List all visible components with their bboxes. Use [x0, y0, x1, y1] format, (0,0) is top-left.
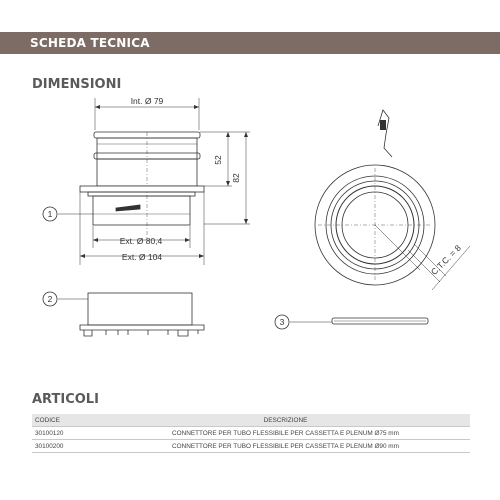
articles-title: ARTICOLI — [32, 392, 99, 407]
callout-2-label: 2 — [47, 294, 53, 304]
table-header-row — [32, 414, 470, 427]
ext-diameter-2-label: Ext. Ø 104 — [121, 252, 163, 262]
description-header: DESCRIZIONE — [148, 414, 470, 427]
height-82-label: 82 — [231, 173, 241, 183]
row-description: CONNETTORE PER TUBO FLESSIBILE PER CASSETTA E PLENUM Ø75 mm — [148, 427, 470, 440]
callout-1-label: 1 — [47, 209, 53, 219]
callout-3-label: 3 — [279, 317, 285, 327]
table-row — [32, 440, 470, 453]
row-description: CONNETTORE PER TUBO FLESSIBILE PER CASSETTA E PLENUM Ø90 mm — [148, 440, 470, 453]
inner-diameter-label: Int. Ø 79 — [130, 96, 164, 106]
part-2-drawing — [58, 293, 204, 336]
gasket-drawing — [290, 318, 428, 324]
row-code: 30100120 — [32, 427, 148, 440]
row-code: 30100200 — [32, 440, 148, 453]
code-header: CODICE — [32, 414, 148, 427]
articles-table — [32, 414, 470, 453]
ctc-label: C.T.C. = 8 — [428, 242, 463, 277]
dimensions-title: DIMENSIONI — [32, 77, 122, 92]
ext-diameter-1-label: Ext. Ø 80,4 — [119, 236, 163, 246]
page-title: SCHEDA TECNICA — [30, 36, 150, 50]
table-row — [32, 427, 470, 440]
height-52-label: 52 — [213, 155, 223, 165]
